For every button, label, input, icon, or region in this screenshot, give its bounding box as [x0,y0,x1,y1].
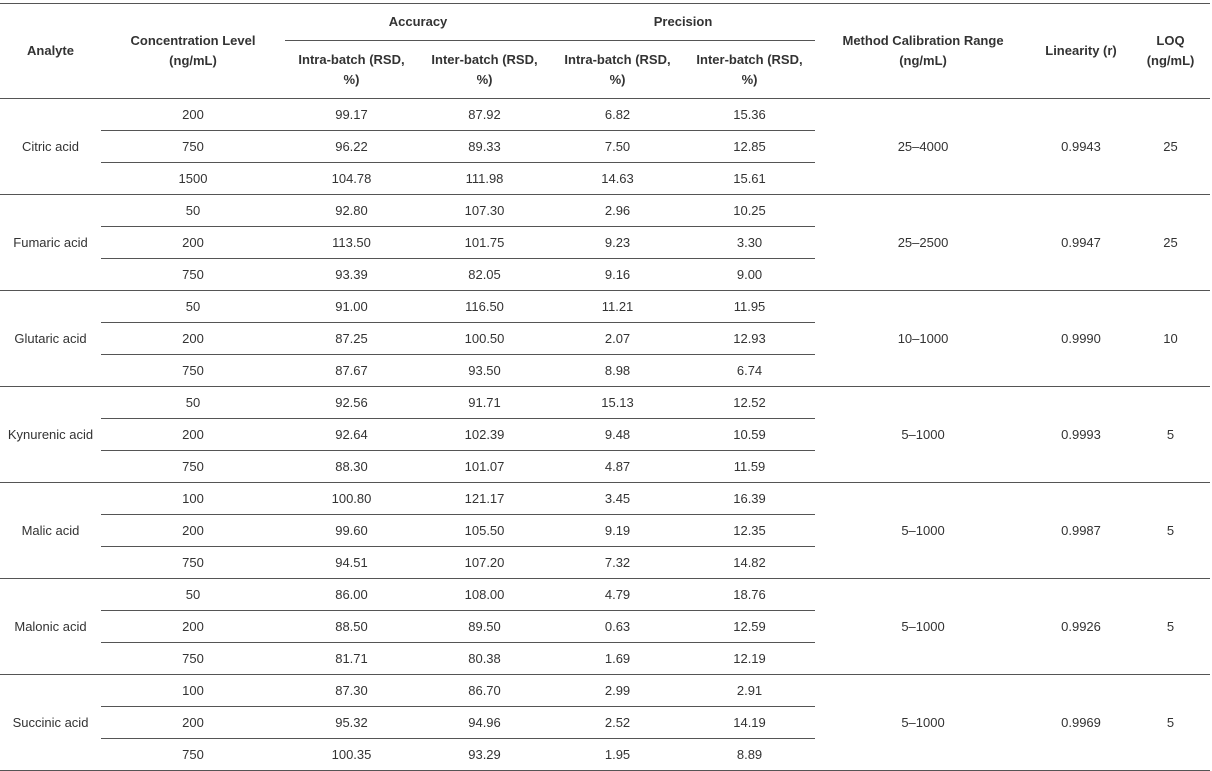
cell-loq: 5 [1131,483,1210,579]
cell-precision-intra-batch: 7.50 [551,131,684,163]
cell-precision-intra-batch: 9.23 [551,227,684,259]
cell-accuracy-intra-batch: 100.35 [285,739,418,771]
cell-concentration: 100 [101,483,285,515]
cell-precision-inter-batch: 12.35 [684,515,815,547]
table-row [0,483,1210,515]
cell-calibration-range: 5–1000 [815,387,1031,483]
results-table [0,3,1210,771]
cell-concentration: 50 [101,579,285,611]
header-accuracy-intra-batch: Intra-batch (RSD, %) [285,41,418,99]
cell-loq: 5 [1131,675,1210,771]
cell-concentration: 200 [101,707,285,739]
cell-accuracy-intra-batch: 92.80 [285,195,418,227]
cell-accuracy-inter-batch: 107.20 [418,547,551,579]
cell-linearity: 0.9926 [1031,579,1131,675]
cell-loq: 25 [1131,99,1210,195]
cell-accuracy-intra-batch: 87.30 [285,675,418,707]
table-header [0,4,1210,99]
cell-precision-inter-batch: 15.61 [684,163,815,195]
cell-concentration: 750 [101,131,285,163]
cell-accuracy-inter-batch: 100.50 [418,323,551,355]
header-loq: LOQ (ng/mL) [1131,4,1210,99]
cell-precision-intra-batch: 1.95 [551,739,684,771]
cell-accuracy-inter-batch: 105.50 [418,515,551,547]
cell-concentration: 200 [101,99,285,131]
header-accuracy-inter-batch: Inter-batch (RSD, %) [418,41,551,99]
cell-accuracy-inter-batch: 87.92 [418,99,551,131]
cell-precision-intra-batch: 4.79 [551,579,684,611]
cell-concentration: 750 [101,643,285,675]
cell-precision-inter-batch: 10.25 [684,195,815,227]
cell-precision-inter-batch: 8.89 [684,739,815,771]
table-body [0,99,1210,771]
cell-concentration: 100 [101,675,285,707]
cell-precision-inter-batch: 14.19 [684,707,815,739]
cell-accuracy-intra-batch: 96.22 [285,131,418,163]
cell-precision-inter-batch: 3.30 [684,227,815,259]
cell-accuracy-intra-batch: 93.39 [285,259,418,291]
cell-precision-inter-batch: 11.95 [684,291,815,323]
cell-calibration-range: 5–1000 [815,579,1031,675]
cell-precision-intra-batch: 1.69 [551,643,684,675]
cell-accuracy-intra-batch: 87.67 [285,355,418,387]
cell-concentration: 750 [101,259,285,291]
cell-precision-intra-batch: 4.87 [551,451,684,483]
cell-concentration: 200 [101,419,285,451]
cell-precision-intra-batch: 9.48 [551,419,684,451]
cell-linearity: 0.9987 [1031,483,1131,579]
cell-concentration: 1500 [101,163,285,195]
cell-accuracy-inter-batch: 116.50 [418,291,551,323]
cell-precision-intra-batch: 14.63 [551,163,684,195]
cell-precision-intra-batch: 2.07 [551,323,684,355]
table-row [0,387,1210,419]
cell-accuracy-inter-batch: 107.30 [418,195,551,227]
cell-linearity: 0.9943 [1031,99,1131,195]
cell-precision-intra-batch: 15.13 [551,387,684,419]
cell-analyte: Citric acid [0,99,101,195]
cell-precision-intra-batch: 8.98 [551,355,684,387]
cell-concentration: 750 [101,739,285,771]
cell-precision-inter-batch: 11.59 [684,451,815,483]
cell-precision-inter-batch: 9.00 [684,259,815,291]
cell-precision-inter-batch: 2.91 [684,675,815,707]
cell-precision-inter-batch: 12.19 [684,643,815,675]
table-row [0,99,1210,131]
table-row [0,579,1210,611]
table-row [0,195,1210,227]
cell-precision-intra-batch: 2.99 [551,675,684,707]
cell-accuracy-intra-batch: 92.56 [285,387,418,419]
cell-accuracy-inter-batch: 108.00 [418,579,551,611]
cell-accuracy-inter-batch: 91.71 [418,387,551,419]
cell-precision-intra-batch: 6.82 [551,99,684,131]
header-concentration-level: Concentration Level (ng/mL) [101,4,285,99]
cell-loq: 25 [1131,195,1210,291]
cell-accuracy-intra-batch: 94.51 [285,547,418,579]
cell-linearity: 0.9990 [1031,291,1131,387]
cell-accuracy-intra-batch: 95.32 [285,707,418,739]
cell-accuracy-inter-batch: 111.98 [418,163,551,195]
cell-precision-intra-batch: 3.45 [551,483,684,515]
cell-accuracy-inter-batch: 101.75 [418,227,551,259]
cell-linearity: 0.9947 [1031,195,1131,291]
cell-accuracy-intra-batch: 100.80 [285,483,418,515]
header-accuracy: Accuracy [285,4,551,41]
cell-concentration: 750 [101,547,285,579]
cell-precision-intra-batch: 9.16 [551,259,684,291]
cell-accuracy-intra-batch: 88.50 [285,611,418,643]
cell-precision-inter-batch: 14.82 [684,547,815,579]
cell-analyte: Fumaric acid [0,195,101,291]
cell-precision-intra-batch: 0.63 [551,611,684,643]
cell-accuracy-inter-batch: 89.33 [418,131,551,163]
cell-analyte: Kynurenic acid [0,387,101,483]
cell-precision-intra-batch: 2.96 [551,195,684,227]
cell-precision-inter-batch: 12.52 [684,387,815,419]
cell-accuracy-inter-batch: 93.50 [418,355,551,387]
cell-accuracy-inter-batch: 94.96 [418,707,551,739]
cell-precision-intra-batch: 2.52 [551,707,684,739]
cell-precision-inter-batch: 18.76 [684,579,815,611]
table-row [0,291,1210,323]
cell-linearity: 0.9993 [1031,387,1131,483]
cell-accuracy-intra-batch: 87.25 [285,323,418,355]
cell-analyte: Glutaric acid [0,291,101,387]
header-analyte: Analyte [0,4,101,99]
cell-accuracy-intra-batch: 92.64 [285,419,418,451]
cell-accuracy-inter-batch: 82.05 [418,259,551,291]
cell-accuracy-intra-batch: 99.60 [285,515,418,547]
cell-accuracy-inter-batch: 86.70 [418,675,551,707]
cell-analyte: Malic acid [0,483,101,579]
cell-precision-inter-batch: 16.39 [684,483,815,515]
cell-accuracy-inter-batch: 93.29 [418,739,551,771]
cell-accuracy-intra-batch: 86.00 [285,579,418,611]
cell-loq: 10 [1131,291,1210,387]
cell-accuracy-intra-batch: 99.17 [285,99,418,131]
cell-accuracy-intra-batch: 81.71 [285,643,418,675]
cell-concentration: 50 [101,387,285,419]
table-row [0,675,1210,707]
header-calibration-range: Method Calibration Range (ng/mL) [815,4,1031,99]
cell-calibration-range: 25–2500 [815,195,1031,291]
cell-precision-intra-batch: 9.19 [551,515,684,547]
cell-analyte: Malonic acid [0,579,101,675]
cell-accuracy-intra-batch: 88.30 [285,451,418,483]
cell-linearity: 0.9969 [1031,675,1131,771]
cell-concentration: 200 [101,515,285,547]
cell-analyte: Succinic acid [0,675,101,771]
cell-precision-inter-batch: 10.59 [684,419,815,451]
cell-precision-intra-batch: 7.32 [551,547,684,579]
cell-concentration: 200 [101,323,285,355]
header-precision-inter-batch: Inter-batch (RSD, %) [684,41,815,99]
cell-precision-inter-batch: 6.74 [684,355,815,387]
header-precision-intra-batch: Intra-batch (RSD, %) [551,41,684,99]
cell-concentration: 200 [101,227,285,259]
cell-precision-inter-batch: 12.59 [684,611,815,643]
cell-concentration: 200 [101,611,285,643]
cell-precision-inter-batch: 12.85 [684,131,815,163]
cell-precision-inter-batch: 12.93 [684,323,815,355]
cell-loq: 5 [1131,579,1210,675]
cell-accuracy-inter-batch: 80.38 [418,643,551,675]
cell-accuracy-intra-batch: 104.78 [285,163,418,195]
cell-loq: 5 [1131,387,1210,483]
cell-calibration-range: 25–4000 [815,99,1031,195]
cell-calibration-range: 10–1000 [815,291,1031,387]
cell-accuracy-intra-batch: 91.00 [285,291,418,323]
cell-accuracy-intra-batch: 113.50 [285,227,418,259]
header-precision: Precision [551,4,815,41]
cell-accuracy-inter-batch: 89.50 [418,611,551,643]
cell-accuracy-inter-batch: 121.17 [418,483,551,515]
header-linearity: Linearity (r) [1031,4,1131,99]
cell-precision-inter-batch: 15.36 [684,99,815,131]
cell-concentration: 50 [101,291,285,323]
cell-concentration: 50 [101,195,285,227]
cell-concentration: 750 [101,355,285,387]
cell-calibration-range: 5–1000 [815,675,1031,771]
cell-precision-intra-batch: 11.21 [551,291,684,323]
cell-calibration-range: 5–1000 [815,483,1031,579]
cell-accuracy-inter-batch: 101.07 [418,451,551,483]
cell-accuracy-inter-batch: 102.39 [418,419,551,451]
cell-concentration: 750 [101,451,285,483]
